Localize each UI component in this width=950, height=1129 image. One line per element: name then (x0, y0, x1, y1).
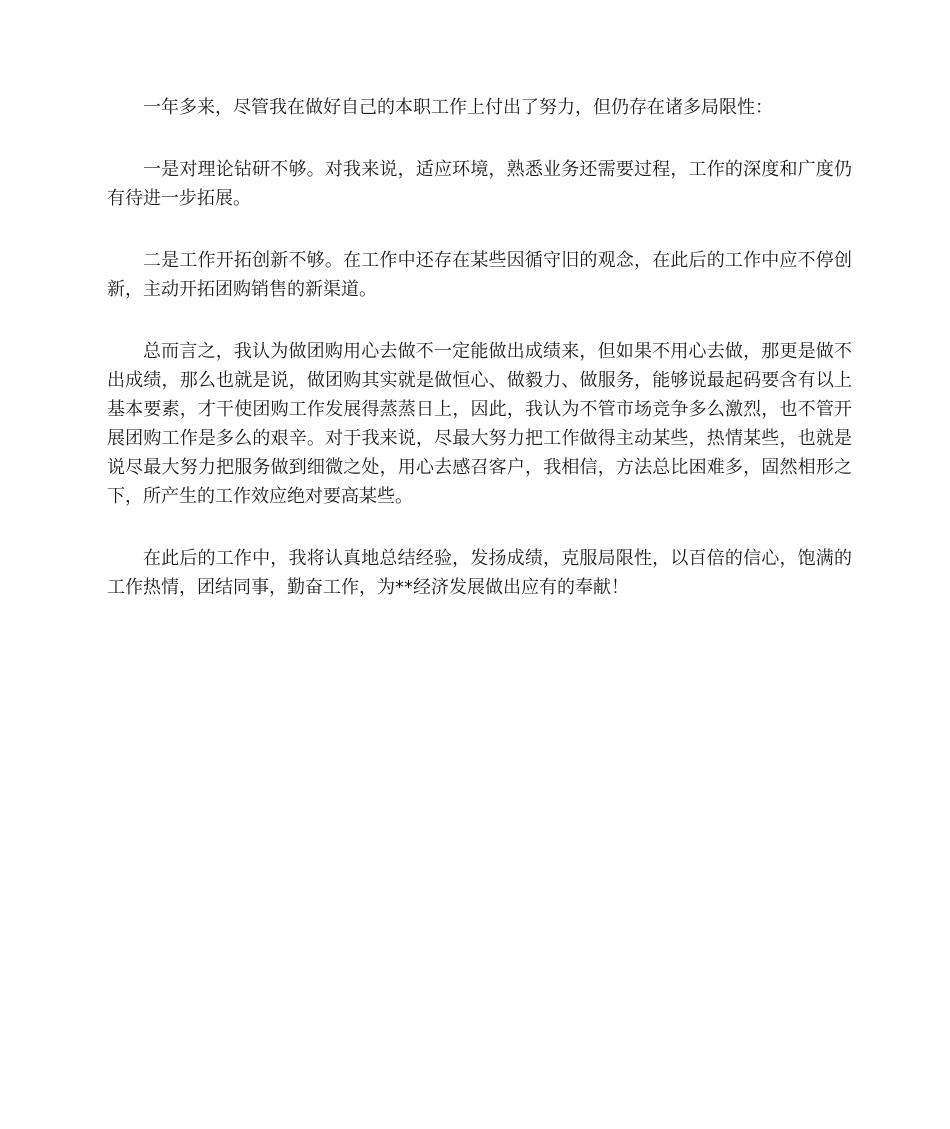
document-body (107, 93, 852, 635)
paragraph-conclusion: 在此后的工作中，我将认真地总结经验，发扬成绩，克服局限性，以百倍的信心，饱满的工作热情，团结同事，勤奋工作，为**经济发展做出应有的奉献！ (107, 548, 852, 598)
paragraph-intro: 一年多来，尽管我在做好自己的本职工作上付出了努力，但仍存在诸多局限性： (143, 97, 773, 118)
paragraph-innovation: 二是工作开拓创新不够。在工作中还存在某些因循守旧的观念，在此后的工作中应不停创新，主动开拓团购销售的新渠道。 (107, 250, 852, 300)
paragraph-theory: 一是对理论钻研不够。对我来说，适应环境，熟悉业务还需要过程，工作的深度和广度仍有待进一步拓展。 (107, 159, 852, 209)
paragraph-summary: 总而言之，我认为做团购用心去做不一定能做出成绩来，但如果不用心去做，那更是做不出成绩，那么也就是说，做团购其实就是做恒心、做毅力、做服务，能够说最起码要含有以上基本要素，才干使团购工作发展得蒸蒸日上，因此，我认为不管市场竞争多么激烈，也不管开展团购工作是多么的艰辛。对于我来说，尽最大努力把工作做得主动某些，热情某些，也就是说尽最大努力把服务做到细微之处，用心去感召客户，我相信，方法总比困难多，固然相形之下，所产生的工作效应绝对要高某些。 (107, 341, 852, 507)
